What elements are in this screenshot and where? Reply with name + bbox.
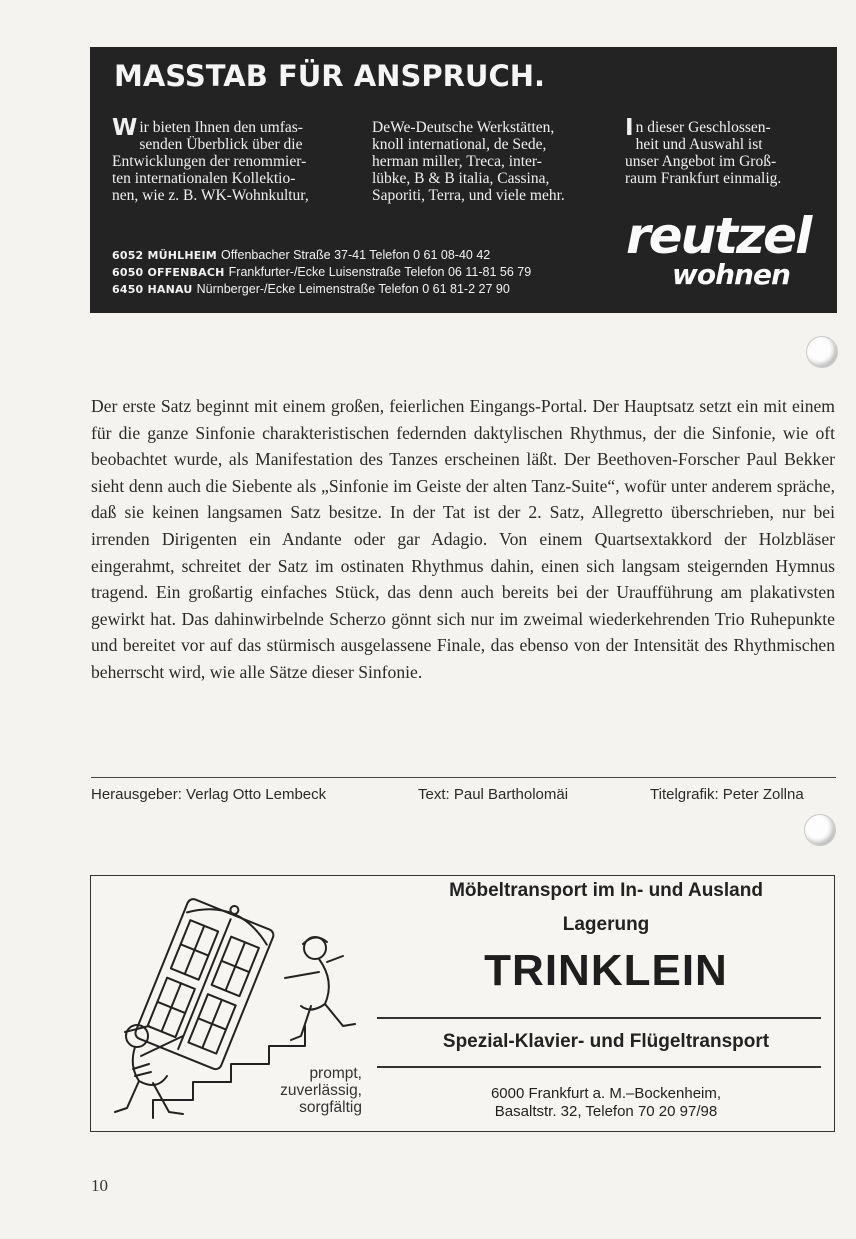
trinklein-address [379, 1085, 833, 1121]
ad-column-2: DeWe-Deutsche Werkstätten, knoll international, de Sede, herman miller, Treca, inter- lübke, B & B italia, Cassina, Saporiti, Terra, und viele mehr. [372, 119, 565, 204]
credit-title-graphic: Titelgrafik: Peter Zollna [650, 786, 804, 803]
slogan-line: sorgfältig [299, 1099, 362, 1116]
credits-rule [91, 777, 836, 778]
address-line: 6000 Frankfurt a. M.–Bockenheim, [490, 1085, 722, 1102]
slogan-line: prompt, [309, 1065, 362, 1082]
transport-tagline: Möbeltransport im In- und Ausland [449, 880, 763, 901]
branch-city: 6050 OFFENBACH [112, 266, 225, 279]
branch-row [112, 247, 531, 264]
slogan-line: zuverlässig, [280, 1082, 362, 1099]
trinklein-brand: TRINKLEIN [484, 946, 728, 995]
branch-row [112, 281, 531, 298]
piano-transport-tagline: Spezial-Klavier- und Flügeltransport [442, 1031, 770, 1052]
ad-rule-top [377, 1017, 821, 1019]
punch-hole-top [806, 336, 838, 368]
article-text: Der erste Satz beginnt mit einem großen, feierlichen Eingangs-Portal. Der Hauptsatz setzt ein mit einem für die ganze Sinfonie charakteristischen federnden daktylischen Rhythmus, der die Sinfonie, wie oft beobachtet wurde, als Manifestation des Tanzes erscheinen läßt. Der Beethoven-Forscher Paul Bekker sieht denn auch die Siebente als „Sinfonie im Geiste der alten Tanz-Suite“, wofür unter anderem spräche, daß sie keinen langsamen Satz besitze. In der Tat ist der 2. Satz, Allegretto überschrieben, nur bei irrenden Dirigenten ein Andante oder gar Adagio. Von einem Quartsextakkord der Holzbläser eingerahmt, schreitet der Satz im ostinaten Rhythmus dahin, einen sich langsam steigernden Hymnus tragend. Ein großartig einfaches Stück, das denn auch bereits bei der Uraufführung am plakativsten gewirkt hat. Das dahinwirbelnde Scherzo gönnt sich nur im zweimal wiederkehrenden Trio Ruhepunkte und bereitet vor auf das stürmisch ausgelassene Finale, das ebenso von der Intensität des Rhythmischen beherrscht wird, wie alle Sätze dieser Sinfonie. [91, 396, 835, 682]
ad-column-3 [625, 115, 835, 187]
credit-text-author: Text: Paul Bartholomäi [418, 786, 569, 803]
branch-row [112, 264, 531, 281]
ad-headline: MASSTAB FÜR ANSPRUCH. [114, 59, 546, 93]
branch-city: 6052 MÜHLHEIM [112, 249, 217, 262]
branch-address: Frankfurter-/Ecke Luisenstraße Telefon 06 11-81 56 79 [228, 265, 532, 279]
address-line: Basaltstr. 32, Telefon 70 20 97/98 [494, 1103, 718, 1120]
punch-hole-bottom [804, 814, 836, 846]
ad-dropcap-i: I [625, 115, 634, 141]
branch-city: 6450 HANAU [112, 283, 193, 296]
slogan [280, 1065, 362, 1116]
reutzel-ad [90, 47, 837, 313]
ad-column-1 [112, 115, 362, 204]
ad-column-3-text: n dieser Geschlossen- heit und Auswahl ist unser Angebot im Groß- raum Frankfurt einmalig. [625, 119, 782, 187]
reutzel-logo: reutzel [626, 207, 811, 265]
wohnen-logo: wohnen [672, 258, 790, 291]
credit-publisher: Herausgeber: Verlag Otto Lembeck [91, 786, 327, 803]
branch-list [112, 247, 531, 298]
ad-column-1-text: ir bieten Ihnen den umfas- senden Überblick über die Entwicklungen der renommier- ten internationalen Kollektio- nen, wie z. B. WK-Wohnkultur, [112, 119, 309, 204]
ad-rule-bottom [377, 1066, 821, 1068]
branch-address: Offenbacher Straße 37-41 Telefon 0 61 08-40 42 [221, 248, 491, 262]
branch-address: Nürnberger-/Ecke Leimenstraße Telefon 0 61 81-2 27 90 [196, 282, 510, 296]
trinklein-ad [90, 875, 835, 1132]
storage-tagline: Lagerung [562, 914, 650, 935]
page-number: 10 [91, 1176, 108, 1195]
ad-dropcap-w: W [112, 115, 138, 141]
